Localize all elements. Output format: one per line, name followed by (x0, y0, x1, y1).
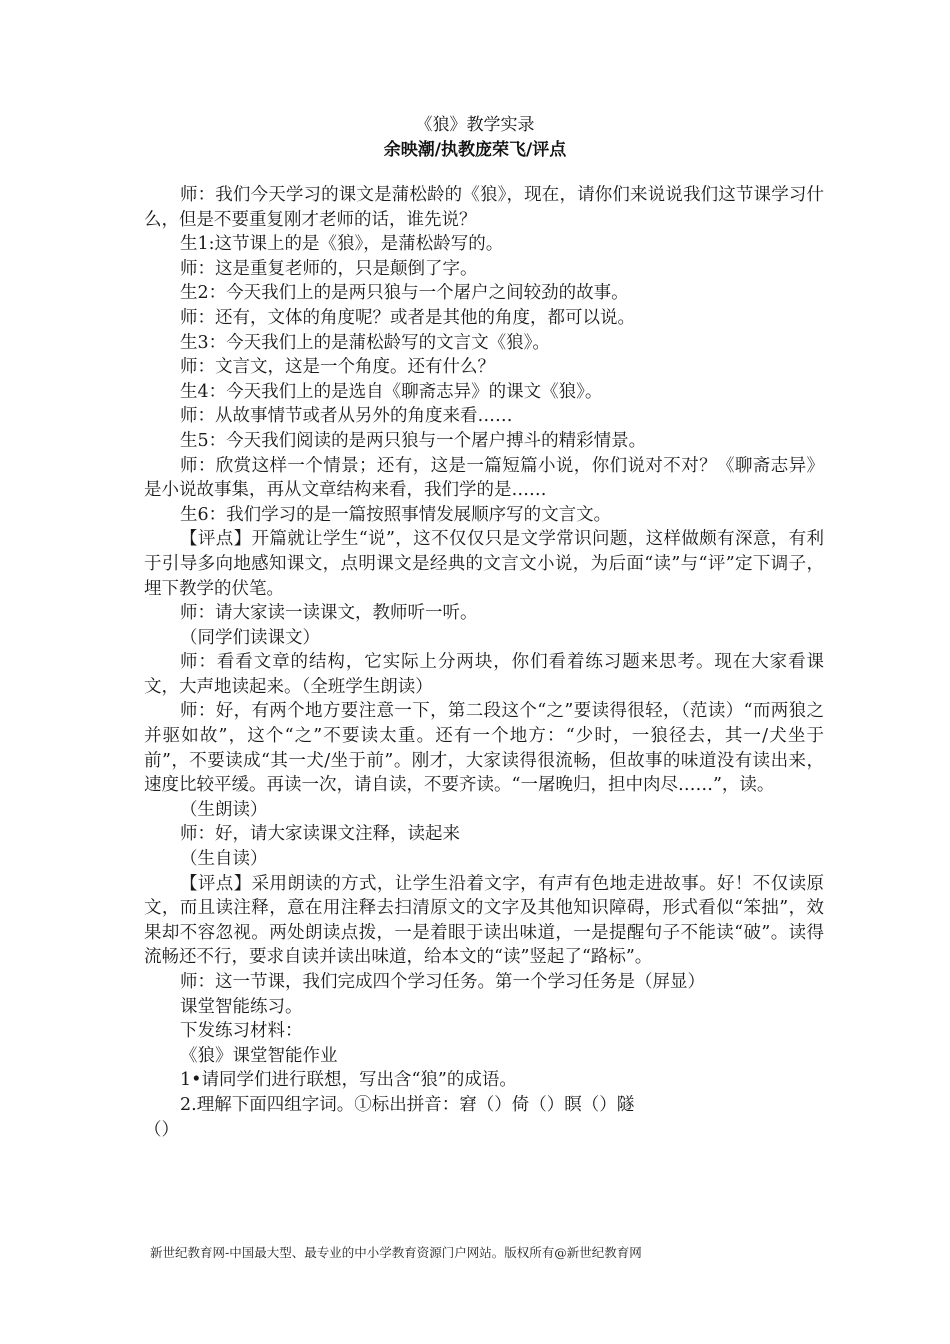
paragraph: 师：这是重复老师的，只是颠倒了字。 (180, 258, 478, 279)
paragraph: 生3：今天我们上的是蒲松龄写的文言文《狼》。 (180, 332, 550, 353)
paragraph: 2.理解下面四组字词。①标出拼音：窘（）倚（）瞑（）隧 (180, 1094, 635, 1115)
paragraph: 师：请大家读一读课文，教师听一听。 (180, 603, 478, 624)
document-body (144, 183, 824, 1142)
paragraph: 师：我们今天学习的课文是蒲松龄的《狼》，现在，请你们来说说我们这节课学习什么，但是不要重复刚才老师的话，谁先说？ (144, 185, 824, 230)
paragraph: 师：文言文，这是一个角度。还有什么？ (180, 357, 495, 378)
paragraph: 师：好，有两个地方要注意一下，第二段这个“之”要读得很轻，（范读）“而两狼之并驱如故”，这个“之”不要读太重。还有一个地方：“少时，一狼径去，其一/犬坐于前”，不要读成“其一犬/坐于前”。刚才，大家读得很流畅，但故事的味道没有读出来，速度比较平缓。再读一次，请自读，不要齐读。“一屠晚归，担中肉尽……”，读。 (144, 701, 824, 796)
comment-paragraph: 【评点】采用朗读的方式，让学生沿着文字，有声有色地走进故事。好！不仅读原文，而且读注释，意在用注释去扫清原文的文字及其他知识障碍，形式看似“笨拙”，效果却不容忽视。两处朗读点拨，一是着眼于读出味道，一是提醒句子不能读“破”。读得流畅还不行，要求自读并读出味道，给本文的“读”竖起了“路标”。 (144, 873, 824, 968)
paragraph: 生2：今天我们上的是两只狼与一个屠户之间较劲的故事。 (180, 283, 629, 304)
paragraph: 师：看看文章的结构，它实际上分两块，你们看着练习题来思考。现在大家看课文，大声地读起来。（全班学生朗读） (144, 652, 824, 697)
paragraph: 生6：我们学习的是一篇按照事情发展顺序写的文言文。 (180, 504, 612, 525)
paragraph: （生朗读） (180, 799, 268, 820)
paragraph: 生5：今天我们阅读的是两只狼与一个屠户搏斗的精彩情景。 (180, 430, 647, 451)
paragraph: 生4：今天我们上的是选自《聊斋志异》的课文《狼》。 (180, 381, 603, 402)
paragraph: 课堂智能练习。 (180, 996, 303, 1017)
paragraph: 1•请同学们进行联想，写出含“狼”的成语。 (180, 1070, 517, 1091)
paragraph: （） (144, 1119, 179, 1140)
paragraph: 师：欣赏这样一个情景；还有，这是一篇短篇小说，你们说对不对？《聊斋志异》是小说故事集，再从文章结构来看，我们学的是…… (144, 455, 824, 501)
paragraph: 下发练习材料： (180, 1021, 303, 1042)
paragraph: （生自读） (180, 849, 268, 870)
paragraph: （同学们读课文） (180, 627, 320, 648)
paragraph: 师：还有，文体的角度呢？或者是其他的角度，都可以说。 (180, 307, 635, 328)
page-footer: 新世纪教育网-中国最大型、最专业的中小学教育资源门户网站。版权所有@新世纪教育网 (150, 1245, 642, 1260)
paragraph: 《狼》课堂智能作业 (180, 1045, 338, 1066)
paragraph: 师：从故事情节或者从另外的角度来看…… (180, 406, 513, 427)
document-byline: 余映潮/执教庞荣飞/评点 (383, 140, 567, 160)
paragraph: 师：这一节课，我们完成四个学习任务。第一个学习任务是（屏显） (180, 972, 705, 992)
comment-paragraph: 【评点】开篇就让学生“说”，这不仅仅只是文学常识问题，这样做颇有深意，有利于引导多向地感知课文，点明课文是经典的文言文小说，为后面“读”与“评”定下调子，埋下教学的伏笔。 (144, 529, 824, 599)
paragraph: 生1:这节课上的是《狼》，是蒲松龄写的。 (180, 234, 504, 255)
paragraph: 师：好，请大家读课文注释，读起来 (180, 824, 460, 845)
document-title: 《狼》教学实录 (415, 115, 535, 135)
